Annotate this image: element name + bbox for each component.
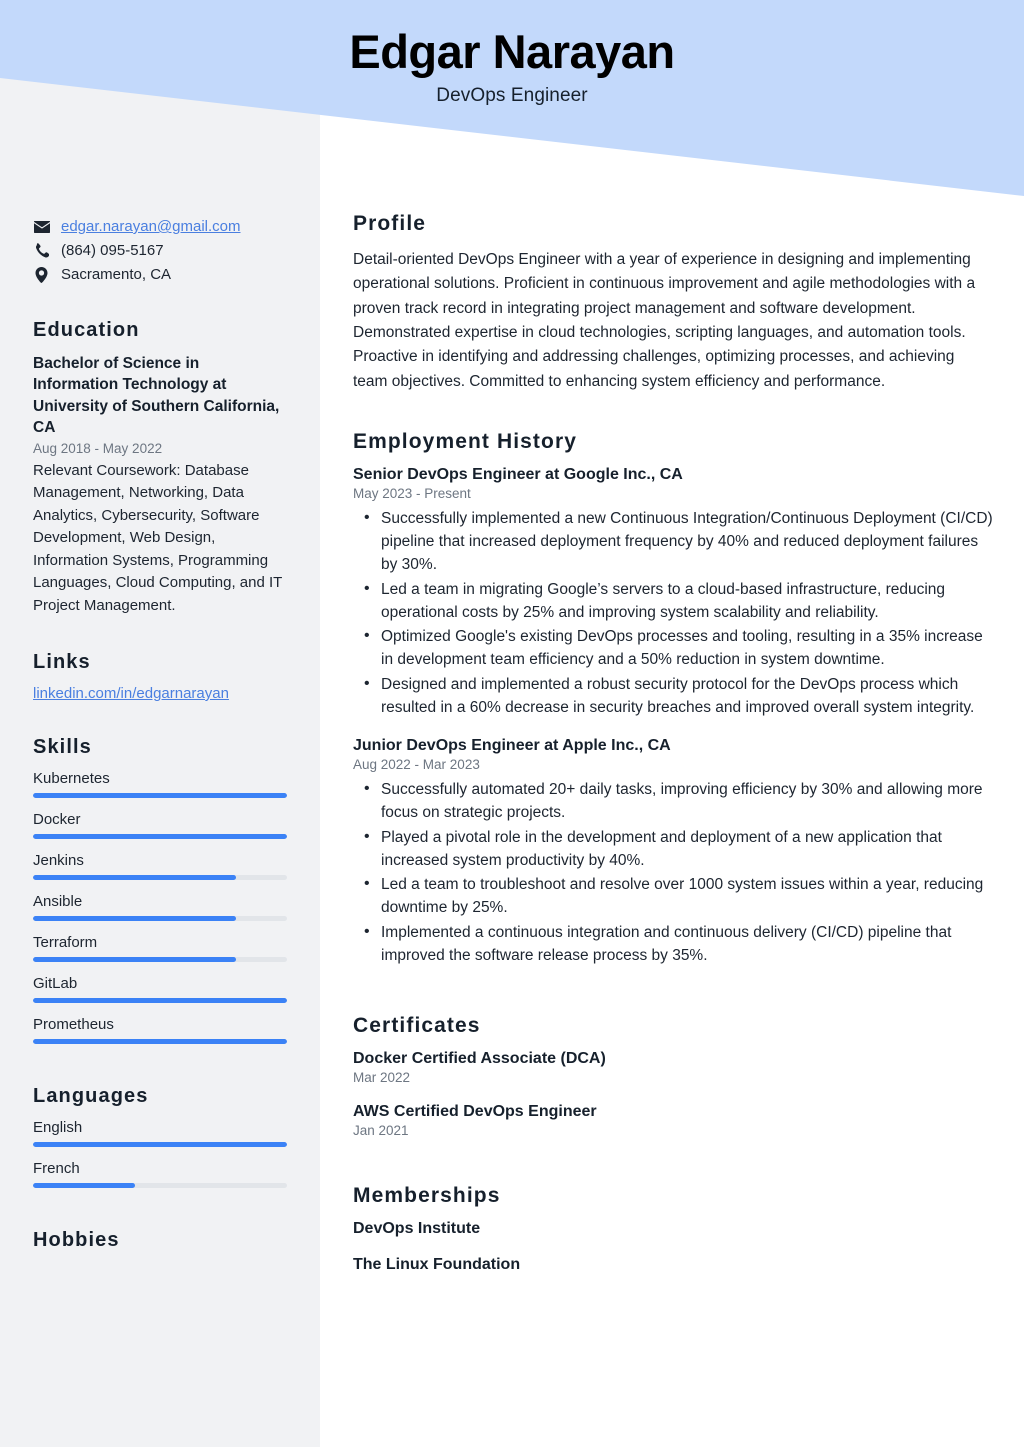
skill-item — [33, 770, 287, 798]
certificate-entry — [353, 1103, 993, 1138]
skill-item — [33, 811, 287, 839]
certificate-title: Docker Certified Associate (DCA) — [353, 1050, 606, 1068]
skills-heading: Skills — [33, 736, 92, 758]
job-bullet-list — [353, 507, 993, 719]
links-heading: Links — [33, 651, 91, 673]
memberships-section — [353, 1184, 993, 1274]
contact-list — [33, 218, 287, 283]
education-section — [33, 319, 287, 617]
membership-item: The Linux Foundation — [353, 1256, 521, 1274]
education-description: Relevant Coursework: Database Management, Networking, Data Analytics, Cybersecurity, Software Development, Web Design, Information Systems, Programming Languages, Cloud Computing, and IT Project Management. — [33, 461, 283, 614]
skills-section — [33, 736, 287, 1044]
skills-list — [33, 770, 287, 1044]
contact-item-phone — [33, 242, 287, 259]
contact-item-location — [33, 266, 287, 283]
skill-item — [33, 852, 287, 880]
skill-level-fill — [33, 1039, 287, 1044]
spacer — [33, 1201, 287, 1229]
job-title-subtitle: DevOps Engineer — [436, 85, 588, 106]
profile-section — [353, 212, 993, 394]
location-text: Sacramento, CA — [61, 266, 172, 283]
phone-icon — [33, 242, 50, 259]
spacer — [353, 1138, 993, 1184]
page-title: Edgar Narayan — [349, 25, 675, 78]
language-label: French — [33, 1160, 80, 1177]
spacer — [33, 1057, 287, 1085]
skill-label: Jenkins — [33, 852, 84, 869]
skill-level-track — [33, 1039, 287, 1044]
profile-text: Detail-oriented DevOps Engineer with a year of experience in designing and implementing operational solutions. Proficient in continuous improvement and agile methodologies with a proven track record in integrating project management and software development. Demonstrated expertise in cloud technologies, scripting languages, and automation tools. Proactive in identifying and addressing challenges, optimizing processes, and achieving team objectives. Committed to enhancing system efficiency and performance. — [353, 251, 976, 390]
language-level-fill — [33, 1183, 135, 1188]
skill-level-track — [33, 916, 287, 921]
spacer — [33, 617, 287, 651]
employment-heading: Employment History — [353, 429, 578, 453]
phone-number: (864) 095-5167 — [61, 242, 164, 259]
email-link[interactable]: edgar.narayan@gmail.com — [61, 218, 241, 235]
certificates-list — [353, 1050, 993, 1138]
job-bullet: • Optimized Google's existing DevOps processes and tooling, resulting in a 35% increase in development team efficiency and a 50% reduction in system downtime. — [353, 625, 993, 672]
skill-label: Terraform — [33, 934, 98, 951]
spacer — [33, 702, 287, 736]
skill-label: Prometheus — [33, 1016, 114, 1033]
education-degree: Bachelor of Science in Information Technology at University of Southern California, CA — [33, 355, 280, 437]
certificate-title: AWS Certified DevOps Engineer — [353, 1103, 597, 1121]
skill-item — [33, 934, 287, 962]
spacer — [353, 720, 993, 737]
sidebar — [0, 0, 320, 1447]
languages-list — [33, 1119, 287, 1188]
envelope-icon — [33, 218, 50, 235]
main-column — [353, 0, 993, 1292]
job-bullet: • Led a team in migrating Google’s servers to a cloud-based infrastructure, reducing operational costs by 25% and improving system scalability and reliability. — [353, 578, 993, 625]
language-label: English — [33, 1119, 83, 1136]
location-pin-icon — [33, 266, 50, 283]
skill-level-fill — [33, 793, 287, 798]
spacer — [353, 394, 993, 430]
job-date-range: Aug 2022 - Mar 2023 — [353, 757, 480, 773]
skill-label: Kubernetes — [33, 770, 110, 787]
skill-level-fill — [33, 875, 236, 880]
skill-item — [33, 975, 287, 1003]
job-bullet: • Designed and implemented a robust security protocol for the DevOps process which resulted in a 60% decrease in security breaches and improved overall system integrity. — [353, 673, 993, 720]
employment-list — [353, 466, 993, 967]
profile-heading: Profile — [353, 212, 427, 235]
language-item — [33, 1119, 287, 1147]
language-level-track — [33, 1183, 287, 1188]
contact-item-email[interactable] — [33, 218, 287, 235]
job-bullet: • Led a team to troubleshoot and resolve over 1000 system issues within a year, reducing downtime by 25%. — [353, 873, 993, 920]
skill-level-fill — [33, 834, 287, 839]
skill-level-track — [33, 998, 287, 1003]
skill-level-track — [33, 957, 287, 962]
links-section — [33, 651, 287, 702]
skill-level-track — [33, 793, 287, 798]
job-bullet: • Successfully implemented a new Continuous Integration/Continuous Deployment (CI/CD) pipeline that increased deployment frequency by 40% and reduced deployment failures by 30%. — [353, 507, 993, 577]
skill-item — [33, 1016, 287, 1044]
skill-level-track — [33, 834, 287, 839]
job-title: Junior DevOps Engineer at Apple Inc., CA — [353, 737, 671, 755]
job-bullet: • Implemented a continuous integration and continuous delivery (CI/CD) pipeline that improved the software release process by 35%. — [353, 921, 993, 968]
skill-label: GitLab — [33, 975, 78, 992]
job-bullet: • Successfully automated 20+ daily tasks, improving efficiency by 30% and allowing more focus on strategic projects. — [353, 778, 993, 825]
hobbies-section — [33, 1229, 287, 1252]
certificates-heading: Certificates — [353, 1014, 481, 1038]
job-title: Senior DevOps Engineer at Google Inc., CA — [353, 465, 683, 483]
job-date-range: May 2023 - Present — [353, 485, 471, 501]
education-date: Aug 2018 - May 2022 — [33, 440, 163, 456]
memberships-list — [353, 1220, 993, 1274]
employment-entry — [353, 466, 993, 719]
certificate-date: Jan 2021 — [353, 1123, 409, 1139]
skill-label: Ansible — [33, 893, 83, 910]
language-item — [33, 1160, 287, 1188]
certificates-section — [353, 1014, 993, 1138]
employment-section — [353, 430, 993, 967]
employment-entry — [353, 737, 993, 967]
skill-level-fill — [33, 998, 287, 1003]
job-bullet-list — [353, 778, 993, 967]
hobbies-heading: Hobbies — [33, 1229, 120, 1251]
language-level-fill — [33, 1142, 287, 1147]
language-level-track — [33, 1142, 287, 1147]
certificate-date: Mar 2022 — [353, 1070, 411, 1086]
languages-section — [33, 1085, 287, 1188]
education-heading: Education — [33, 319, 140, 341]
skill-level-fill — [33, 916, 236, 921]
skill-level-track — [33, 875, 287, 880]
skill-label: Docker — [33, 811, 81, 828]
skill-level-fill — [33, 957, 236, 962]
spacer — [353, 968, 993, 1014]
link-item-linkedin[interactable]: linkedin.com/in/edgarnarayan — [33, 685, 229, 702]
membership-item: DevOps Institute — [353, 1220, 481, 1238]
skill-item — [33, 893, 287, 921]
languages-heading: Languages — [33, 1085, 149, 1107]
memberships-heading: Memberships — [353, 1184, 501, 1208]
certificate-entry — [353, 1050, 993, 1085]
job-bullet: • Played a pivotal role in the development and deployment of a new application that increased system productivity by 40%. — [353, 826, 993, 873]
spacer — [353, 1085, 993, 1103]
